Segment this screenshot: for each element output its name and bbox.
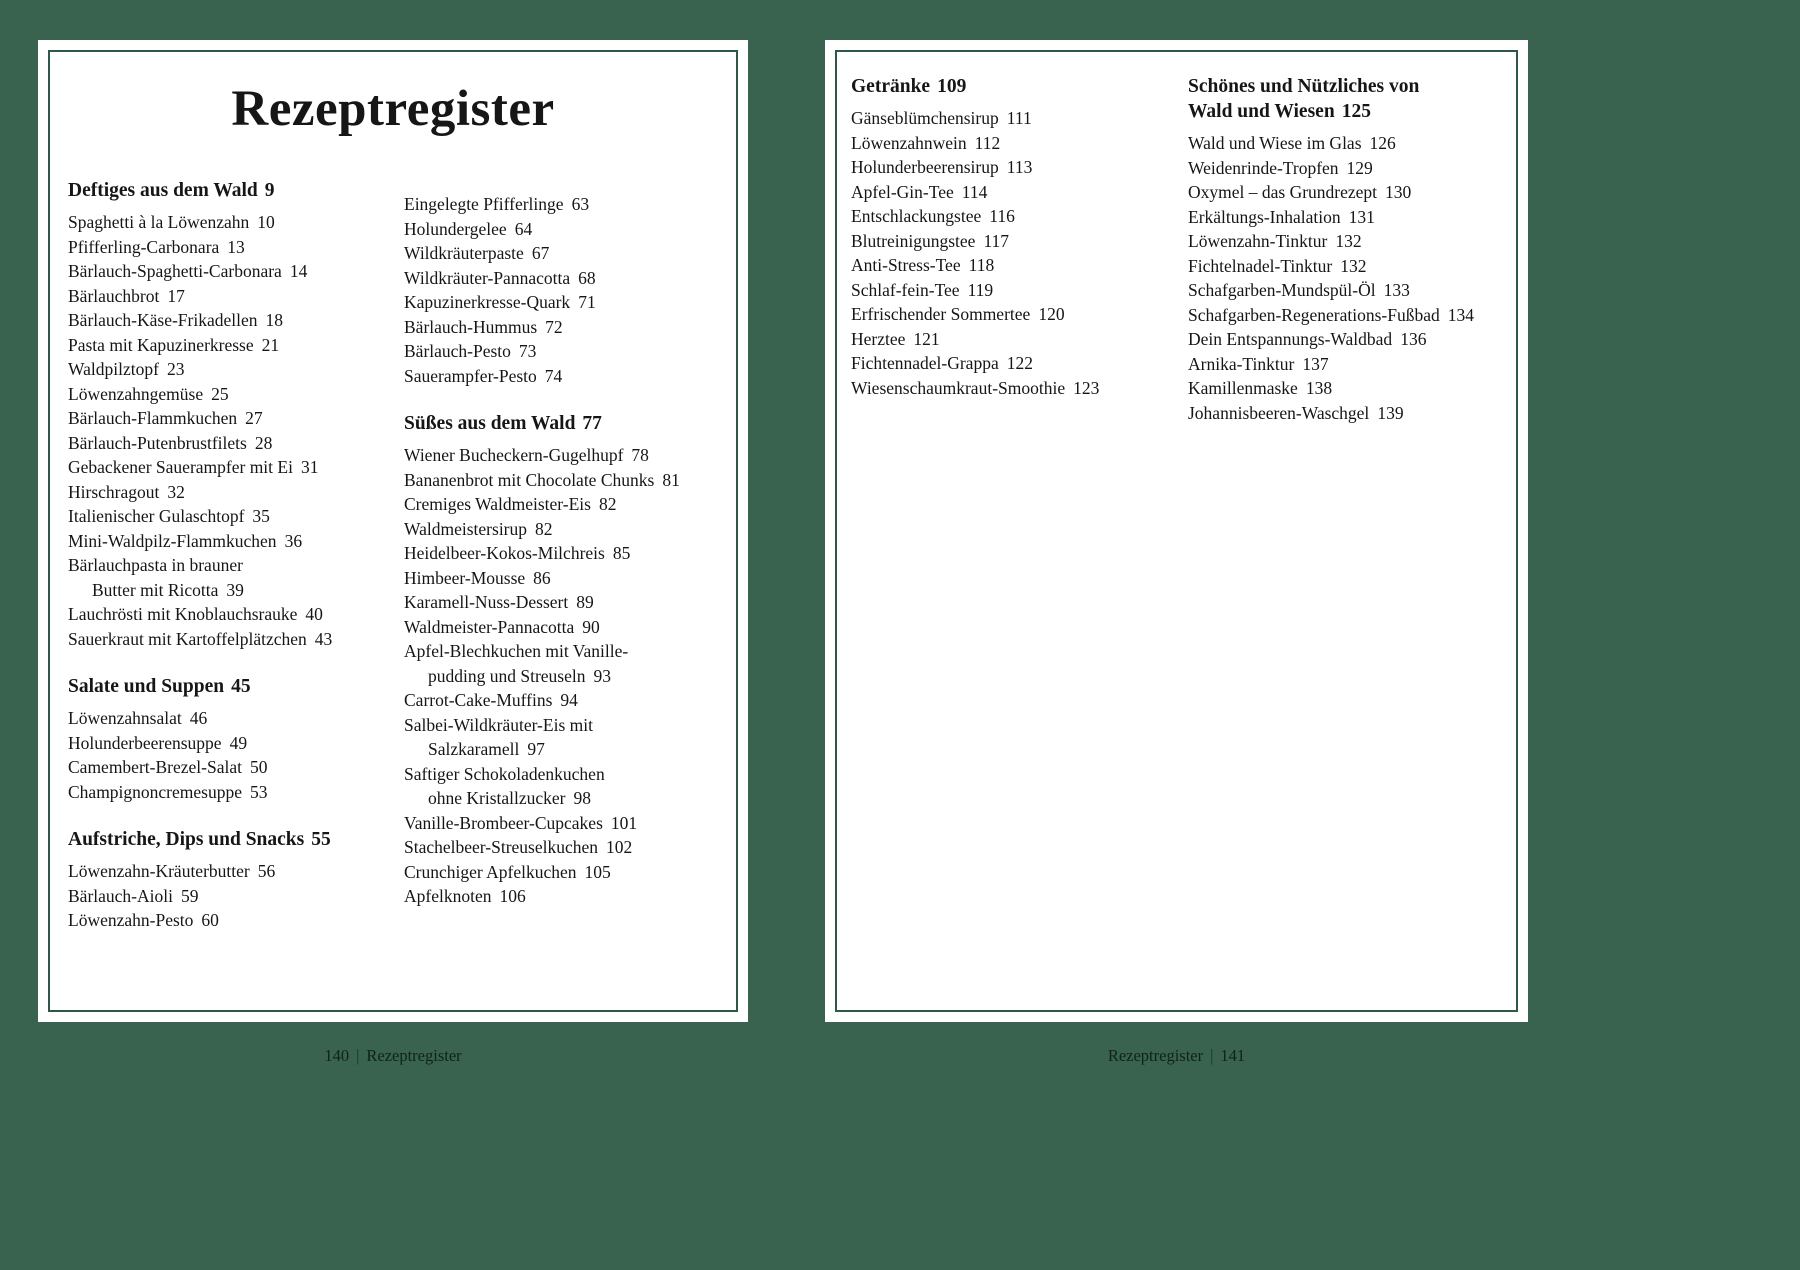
index-entry (851, 278, 1188, 303)
index-section (68, 674, 404, 804)
index-entry (68, 884, 404, 909)
right-page (825, 40, 1528, 1022)
page-number: 136 (1400, 329, 1427, 349)
page-number: 31 (300, 457, 319, 477)
section-heading (68, 827, 404, 852)
index-entry-line: Entschlackungstee 116 (851, 206, 1015, 226)
index-entry-line: Wiener Bucheckern-Gugelhupf 78 (404, 445, 649, 465)
index-entry (1188, 401, 1504, 426)
page-number: 126 (1369, 133, 1396, 153)
index-entry (404, 713, 718, 762)
index-entry-line: Löwenzahn-Kräuterbutter 56 (68, 861, 276, 881)
page-number: 13 (227, 236, 245, 257)
page-number: 120 (1038, 304, 1065, 324)
index-entry (404, 590, 718, 615)
page-number: 17 (167, 285, 185, 306)
page-number: 89 (576, 592, 594, 612)
page-number: 102 (606, 837, 633, 857)
index-column (1188, 74, 1504, 425)
index-entry-line: Holunderbeerensuppe 49 (68, 732, 248, 753)
index-entry-line: Bärlauch-Hummus 72 (404, 316, 563, 337)
index-entry (1188, 278, 1504, 303)
page-number: 63 (571, 194, 590, 214)
page-number: 113 (1006, 157, 1033, 177)
page-number: 36 (284, 530, 303, 551)
section-heading (1188, 74, 1504, 124)
right-page-content (825, 40, 1528, 1022)
index-entry (68, 706, 404, 731)
page-number: 131 (1348, 206, 1375, 227)
index-section (68, 178, 404, 651)
index-entry (851, 180, 1188, 205)
index-column (68, 178, 404, 933)
index-entry (404, 615, 718, 640)
index-entry (851, 131, 1188, 156)
index-entry (68, 602, 404, 627)
index-entry (404, 566, 718, 591)
index-entry-line: Bärlauch-Putenbrustfilets 28 (68, 432, 273, 453)
index-entry-line: Saftiger Schokoladenkuchen (404, 763, 605, 784)
index-entry (404, 192, 718, 217)
page-number: 111 (1006, 108, 1032, 128)
index-entry-line: Lauchrösti mit Knoblauchsrauke 40 (68, 604, 323, 624)
page-number: 39 (226, 579, 244, 600)
page-number: 90 (582, 616, 600, 637)
index-entry-line: Camembert-Brezel-Salat 50 (68, 757, 268, 777)
index-entry (404, 884, 718, 909)
page-number: 98 (573, 788, 592, 808)
page-number: 122 (1006, 353, 1033, 373)
page-number: 72 (545, 316, 563, 337)
index-entry (404, 468, 718, 493)
index-entry-line: Apfel-Gin-Tee 114 (851, 181, 988, 202)
index-entry (404, 762, 718, 811)
index-entry-line: Sauerkraut mit Kartoffelplätzchen 43 (68, 628, 333, 649)
page-number: 67 (531, 243, 550, 263)
page-number: 68 (578, 267, 596, 288)
page-number: 25 (211, 383, 229, 404)
page-number: 116 (989, 206, 1015, 226)
index-entry-line: Löwenzahn-Tinktur 132 (1188, 231, 1362, 251)
page-number: 59 (180, 885, 199, 906)
index-entry-line: Gänseblümchensirup 111 (851, 108, 1032, 128)
index-entry-line: Fichtennadel-Grappa 122 (851, 353, 1033, 373)
index-entry (404, 860, 718, 885)
section-heading (68, 178, 404, 203)
right-page-footer (825, 1046, 1528, 1066)
index-entry (68, 455, 404, 480)
index-entry (68, 382, 404, 407)
index-entry (851, 106, 1188, 131)
index-entry (68, 259, 404, 284)
page-number: 123 (1073, 377, 1100, 398)
section-heading-line: Getränke 109 (851, 76, 967, 97)
left-page (38, 40, 748, 1022)
index-entry (404, 315, 718, 340)
page-number: 82 (535, 518, 553, 539)
index-entry-line: Vanille-Brombeer-Cupcakes 101 (404, 812, 638, 833)
index-entry-line: Italienischer Gulaschtopf 35 (68, 506, 270, 526)
index-entry (404, 639, 718, 688)
index-entry-line: Holunderbeerensirup 113 (851, 157, 1033, 177)
index-entry (404, 492, 718, 517)
index-entry-line: Löwenzahn-Pesto 60 (68, 910, 219, 930)
page-number: 132 (1340, 255, 1367, 276)
page-number: 133 (1383, 280, 1410, 300)
page-number: 118 (968, 255, 995, 275)
index-entry (404, 517, 718, 542)
index-entry-line: Crunchiger Apfelkuchen 105 (404, 861, 611, 882)
index-entry (68, 780, 404, 805)
index-entry-line: Fichtelnadel-Tinktur 132 (1188, 255, 1367, 276)
index-entry-line: Apfelknoten 106 (404, 886, 526, 906)
page-number: 10 (257, 212, 275, 232)
page-number: 117 (983, 230, 1010, 251)
index-entry-line: Wiesenschaumkraut-Smoothie 123 (851, 377, 1100, 398)
index-entry (851, 229, 1188, 254)
index-entry-line: Wildkräuter-Pannacotta 68 (404, 267, 596, 288)
index-entry-line: pudding und Streuseln 93 (428, 665, 611, 686)
page-number: 43 (314, 628, 333, 649)
page-number: 28 (254, 432, 273, 453)
section-heading-line: Wald und Wiesen 125 (1188, 101, 1371, 122)
index-entry-line: Schlaf-fein-Tee 119 (851, 279, 994, 300)
index-entry (1188, 131, 1504, 156)
index-entry-line: Bärlauch-Pesto 73 (404, 341, 537, 361)
index-entry-line: Champignoncremesuppe 53 (68, 781, 268, 802)
index-entry-line: Mini-Waldpilz-Flammkuchen 36 (68, 530, 303, 551)
page-number: 35 (252, 506, 270, 526)
index-entry-line: Heidelbeer-Kokos-Milchreis 85 (404, 543, 631, 563)
right-page-columns (851, 74, 1504, 425)
page-number: 32 (167, 481, 185, 502)
index-entry-line: Johannisbeeren-Waschgel 139 (1188, 402, 1404, 423)
index-entry (68, 553, 404, 602)
index-entry-line: Bärlauch-Spaghetti-Carbonara 14 (68, 261, 308, 281)
index-entry (404, 266, 718, 291)
index-entry (68, 284, 404, 309)
section-heading-line: Salate und Suppen 45 (68, 676, 251, 697)
index-entry (1188, 156, 1504, 181)
footer-separator: | (1210, 1046, 1214, 1065)
index-entry-line: Himbeer-Mousse 86 (404, 567, 551, 588)
index-entry-line: Apfel-Blechkuchen mit Vanille- (404, 641, 629, 661)
index-entry (68, 235, 404, 260)
index-entry (404, 364, 718, 389)
index-entry-line: Karamell-Nuss-Dessert 89 (404, 592, 594, 612)
index-entry (404, 339, 718, 364)
index-entry-line: Kamillenmaske 138 (1188, 378, 1333, 398)
page-number: 50 (249, 757, 268, 777)
index-entry-line: Anti-Stress-Tee 118 (851, 255, 995, 275)
left-page-columns (68, 178, 718, 933)
page-number: 137 (1302, 353, 1329, 374)
page-number: 45 (231, 676, 251, 697)
index-entry (404, 241, 718, 266)
page-number: 9 (264, 180, 275, 201)
index-entry (68, 755, 404, 780)
section-heading-line: Deftiges aus dem Wald 9 (68, 180, 275, 201)
index-entry (851, 327, 1188, 352)
index-section (851, 74, 1188, 400)
index-entry-line: Bärlauch-Käse-Frikadellen 18 (68, 310, 284, 330)
index-entry-line: Bananenbrot mit Chocolate Chunks 81 (404, 469, 680, 490)
section-heading-line: Schönes und Nützliches von (1188, 76, 1420, 97)
index-entry (68, 504, 404, 529)
index-column (404, 178, 718, 909)
index-entry-line: Bärlauch-Flammkuchen 27 (68, 408, 263, 428)
index-entry (404, 217, 718, 242)
page-number: 73 (518, 341, 537, 361)
page-number: 27 (245, 408, 263, 428)
page-number: 139 (1377, 402, 1404, 423)
index-section (404, 192, 718, 388)
page-number: 74 (544, 365, 563, 386)
index-entry (404, 290, 718, 315)
index-entry-line: Salzkaramell 97 (428, 739, 545, 759)
page-number: 71 (578, 292, 596, 312)
index-entry-line: Wildkräuterpaste 67 (404, 243, 550, 263)
page-number: 112 (974, 132, 1001, 153)
index-entry (851, 376, 1188, 401)
page-number: 14 (289, 261, 308, 281)
page-number: 86 (533, 567, 551, 588)
page-number: 132 (1335, 231, 1362, 251)
page-number: 49 (229, 732, 248, 753)
index-entry-line: Löwenzahnsalat 46 (68, 708, 208, 728)
index-entry-line: Oxymel – das Grundrezept 130 (1188, 182, 1412, 202)
index-entry-line: Wald und Wiese im Glas 126 (1188, 133, 1396, 153)
index-entry-line: Waldpilztopf 23 (68, 359, 185, 379)
section-heading (851, 74, 1188, 99)
index-entry-line: Waldmeistersirup 82 (404, 518, 553, 539)
index-section (404, 411, 718, 909)
index-entry-line: Erkältungs-Inhalation 131 (1188, 206, 1375, 227)
index-entry-line: Dein Entspannungs-Waldbad 136 (1188, 329, 1427, 349)
index-entry (68, 406, 404, 431)
left-page-content (38, 40, 748, 1022)
section-heading (404, 411, 718, 436)
page-number: 94 (560, 690, 578, 710)
index-column (851, 74, 1188, 400)
index-entry-line: Carrot-Cake-Muffins 94 (404, 690, 578, 710)
footer-label: Rezeptregister (1107, 1046, 1204, 1065)
index-entry-line: Cremiges Waldmeister-Eis 82 (404, 494, 617, 514)
index-entry (68, 731, 404, 756)
index-entry (851, 204, 1188, 229)
index-entry-line: Pfifferling-Carbonara 13 (68, 236, 245, 257)
index-entry (404, 811, 718, 836)
section-heading-line: Süßes aus dem Wald 77 (404, 413, 602, 434)
page-number: 21 (261, 334, 280, 355)
footer-page-number: 140 (324, 1046, 350, 1065)
index-entry (68, 308, 404, 333)
page-number: 106 (499, 886, 526, 906)
page-number: 101 (610, 812, 638, 833)
index-entry-line: Butter mit Ricotta 39 (92, 579, 244, 600)
footer-separator: | (356, 1046, 360, 1065)
index-entry (851, 302, 1188, 327)
index-entry-line: Blutreinigungstee 117 (851, 230, 1010, 251)
index-entry-line: Waldmeister-Pannacotta 90 (404, 616, 600, 637)
index-entry (851, 351, 1188, 376)
index-entry-line: Holundergelee 64 (404, 218, 533, 239)
page-number: 82 (598, 494, 617, 514)
index-entry (1188, 327, 1504, 352)
index-entry (851, 253, 1188, 278)
page-number: 46 (189, 708, 208, 728)
index-entry-line: Weidenrinde-Tropfen 129 (1188, 157, 1373, 178)
index-entry (68, 333, 404, 358)
page-number: 93 (593, 665, 611, 686)
register-title: Rezeptregister (231, 81, 555, 137)
index-entry (68, 627, 404, 652)
index-entry-line: Stachelbeer-Streuselkuchen 102 (404, 837, 633, 857)
index-entry (68, 908, 404, 933)
index-entry-line: Bärlauchbrot 17 (68, 285, 185, 306)
index-entry-line: Kapuzinerkresse-Quark 71 (404, 292, 596, 312)
index-entry (404, 541, 718, 566)
index-entry (404, 835, 718, 860)
section-heading-line: Aufstriche, Dips und Snacks 55 (68, 829, 331, 850)
index-entry-line: ohne Kristallzucker 98 (428, 788, 592, 808)
index-entry-line: Herztee 121 (851, 328, 940, 349)
index-entry-line: Salbei-Wildkräuter-Eis mit (404, 714, 593, 735)
page-number: 134 (1447, 304, 1474, 325)
index-entry (68, 529, 404, 554)
page-number: 105 (584, 861, 611, 882)
index-entry-line: Bärlauch-Aioli 59 (68, 885, 199, 906)
index-entry (1188, 303, 1504, 328)
page-number: 85 (612, 543, 631, 563)
page-number: 53 (249, 781, 268, 802)
page-number: 23 (166, 359, 185, 379)
index-entry-line: Spaghetti à la Löwenzahn 10 (68, 212, 275, 232)
page-number: 97 (527, 739, 545, 759)
index-section (1188, 74, 1504, 425)
page-number: 81 (662, 469, 680, 490)
index-entry (1188, 254, 1504, 279)
footer-page-number: 141 (1220, 1046, 1246, 1065)
page-number: 56 (257, 861, 276, 881)
page-number: 40 (305, 604, 323, 624)
page-number: 129 (1346, 157, 1373, 178)
page-number: 121 (913, 328, 940, 349)
index-entry (68, 357, 404, 382)
page-number: 60 (201, 910, 219, 930)
page-number: 125 (1341, 101, 1371, 122)
index-entry (404, 443, 718, 468)
index-entry-line: Bärlauchpasta in brauner (68, 555, 243, 575)
index-entry (851, 155, 1188, 180)
page-number: 109 (937, 76, 967, 97)
index-entry-line: Sauerampfer-Pesto 74 (404, 365, 563, 386)
index-entry-line: Erfrischender Sommertee 120 (851, 304, 1065, 324)
index-entry (68, 431, 404, 456)
page-number: 114 (961, 181, 988, 202)
page-number: 64 (514, 218, 533, 239)
index-entry (404, 688, 718, 713)
index-entry (68, 480, 404, 505)
page-number: 77 (582, 413, 602, 434)
index-entry (1188, 376, 1504, 401)
index-entry (68, 859, 404, 884)
page-number: 55 (311, 829, 331, 850)
index-entry (1188, 352, 1504, 377)
page-number: 18 (265, 310, 284, 330)
left-page-footer (38, 1046, 748, 1066)
section-heading (68, 674, 404, 699)
index-entry-line: Pasta mit Kapuzinerkresse 21 (68, 334, 280, 355)
index-entry-line: Gebackener Sauerampfer mit Ei 31 (68, 457, 319, 477)
footer-label: Rezeptregister (366, 1046, 462, 1065)
index-section (68, 827, 404, 933)
index-entry-line: Eingelegte Pfifferlinge 63 (404, 194, 590, 214)
index-entry-line: Schafgarben-Mundspül-Öl 133 (1188, 280, 1410, 300)
page-number: 130 (1385, 182, 1412, 202)
index-entry (1188, 205, 1504, 230)
index-entry-line: Schafgarben-Regenerations-Fußbad 134 (1188, 304, 1474, 325)
index-entry (1188, 180, 1504, 205)
index-entry (68, 210, 404, 235)
index-entry-line: Löwenzahnwein 112 (851, 132, 1001, 153)
index-entry-line: Hirschragout 32 (68, 481, 185, 502)
page-number: 138 (1305, 378, 1333, 398)
page-number: 78 (631, 445, 649, 465)
index-entry (1188, 229, 1504, 254)
index-entry-line: Löwenzahngemüse 25 (68, 383, 229, 404)
page-number: 119 (967, 279, 994, 300)
index-entry-line: Arnika-Tinktur 137 (1188, 353, 1329, 374)
